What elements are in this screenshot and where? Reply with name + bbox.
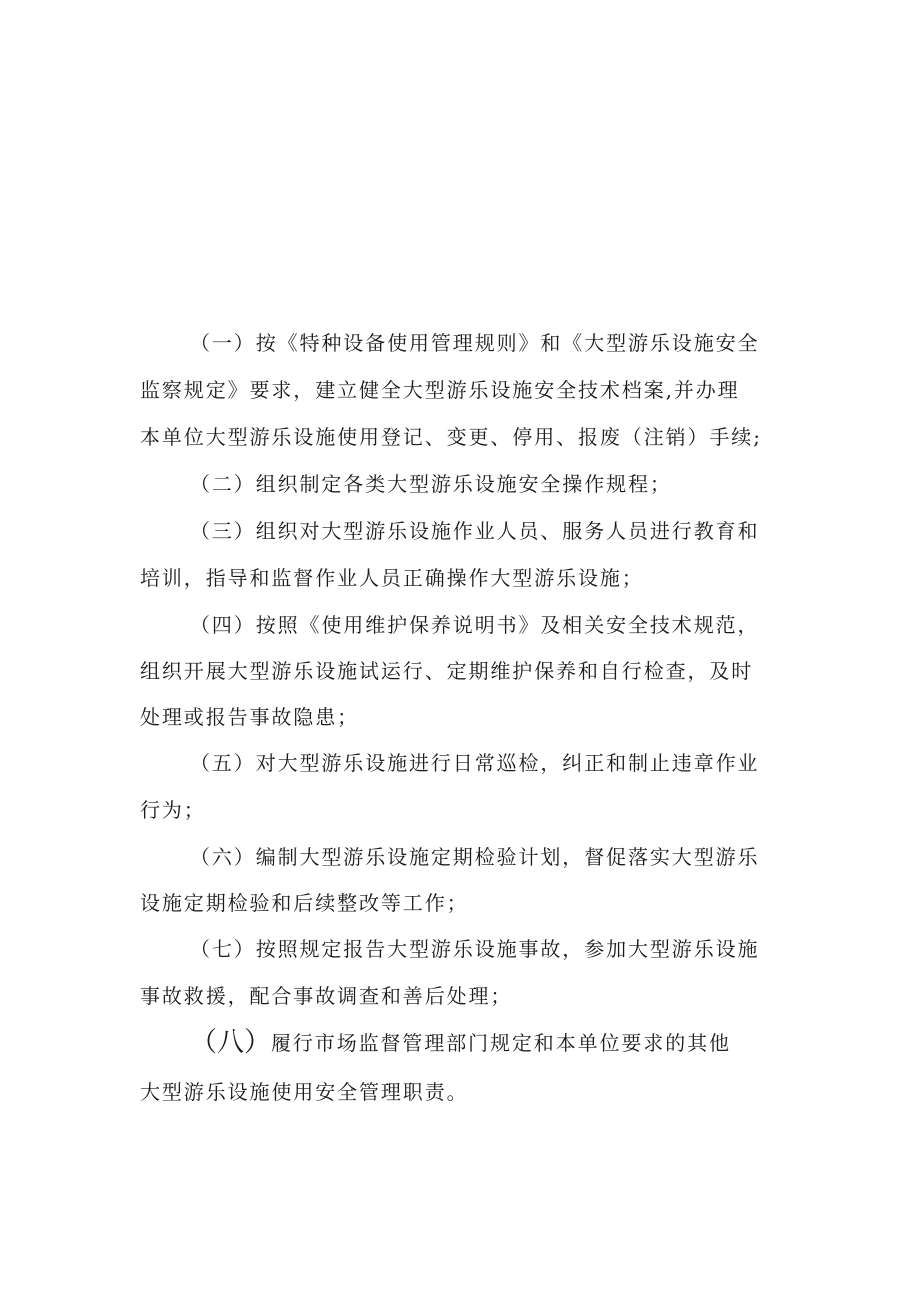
paragraph-3-line-1: （三）组织对大型游乐设施作业人员、服务人员进行教育和 <box>190 519 760 543</box>
paragraph-4-line-3: 处理或报告事故隐患； <box>140 705 359 729</box>
paragraph-7-line-1: （七）按照规定报告大型游乐设施事故，参加大型游乐设施 <box>190 937 760 961</box>
paragraph-3-line-2: 培训，指导和监督作业人员正确操作大型游乐设施； <box>140 566 644 590</box>
paragraph-8-line-1-text: 履行市场监督管理部门规定和本单位要求的其他 <box>271 1031 731 1055</box>
paragraph-7-line-2: 事故救援，配合事故调查和善后处理； <box>140 984 513 1008</box>
paragraph-8-line-1 <box>190 1027 731 1057</box>
paragraph-4-line-1: （四）按照《使用维护保养说明书》及相关安全技术规范， <box>190 613 760 637</box>
paragraph-6-line-1: （六）编制大型游乐设施定期检验计划，督促落实大型游乐 <box>190 845 760 869</box>
paragraph-4-line-2: 组织开展大型游乐设施试运行、定期维护保养和自行检查，及时 <box>140 659 754 683</box>
paragraph-5-line-2: 行为； <box>140 798 206 822</box>
paragraph-8-marker: （八） <box>190 1027 271 1058</box>
paragraph-1-line-2: 监察规定》要求，建立健全大型游乐设施安全技术档案,并办理 <box>140 378 740 402</box>
paragraph-8-line-2: 大型游乐设施使用安全管理职责。 <box>140 1080 469 1104</box>
paragraph-1-line-1: （一）按《特种设备使用管理规则》和《大型游乐设施安全 <box>190 331 760 355</box>
paragraph-1-line-3: 本单位大型游乐设施使用登记、变更、停用、报废（注销）手续; <box>140 425 762 449</box>
paragraph-2-line-1: （二）组织制定各类大型游乐设施安全操作规程； <box>190 472 672 496</box>
paragraph-6-line-2: 设施定期检验和后续整改等工作； <box>140 891 469 915</box>
paragraph-5-line-1: （五）对大型游乐设施进行日常巡检，纠正和制止违章作业 <box>190 751 760 775</box>
